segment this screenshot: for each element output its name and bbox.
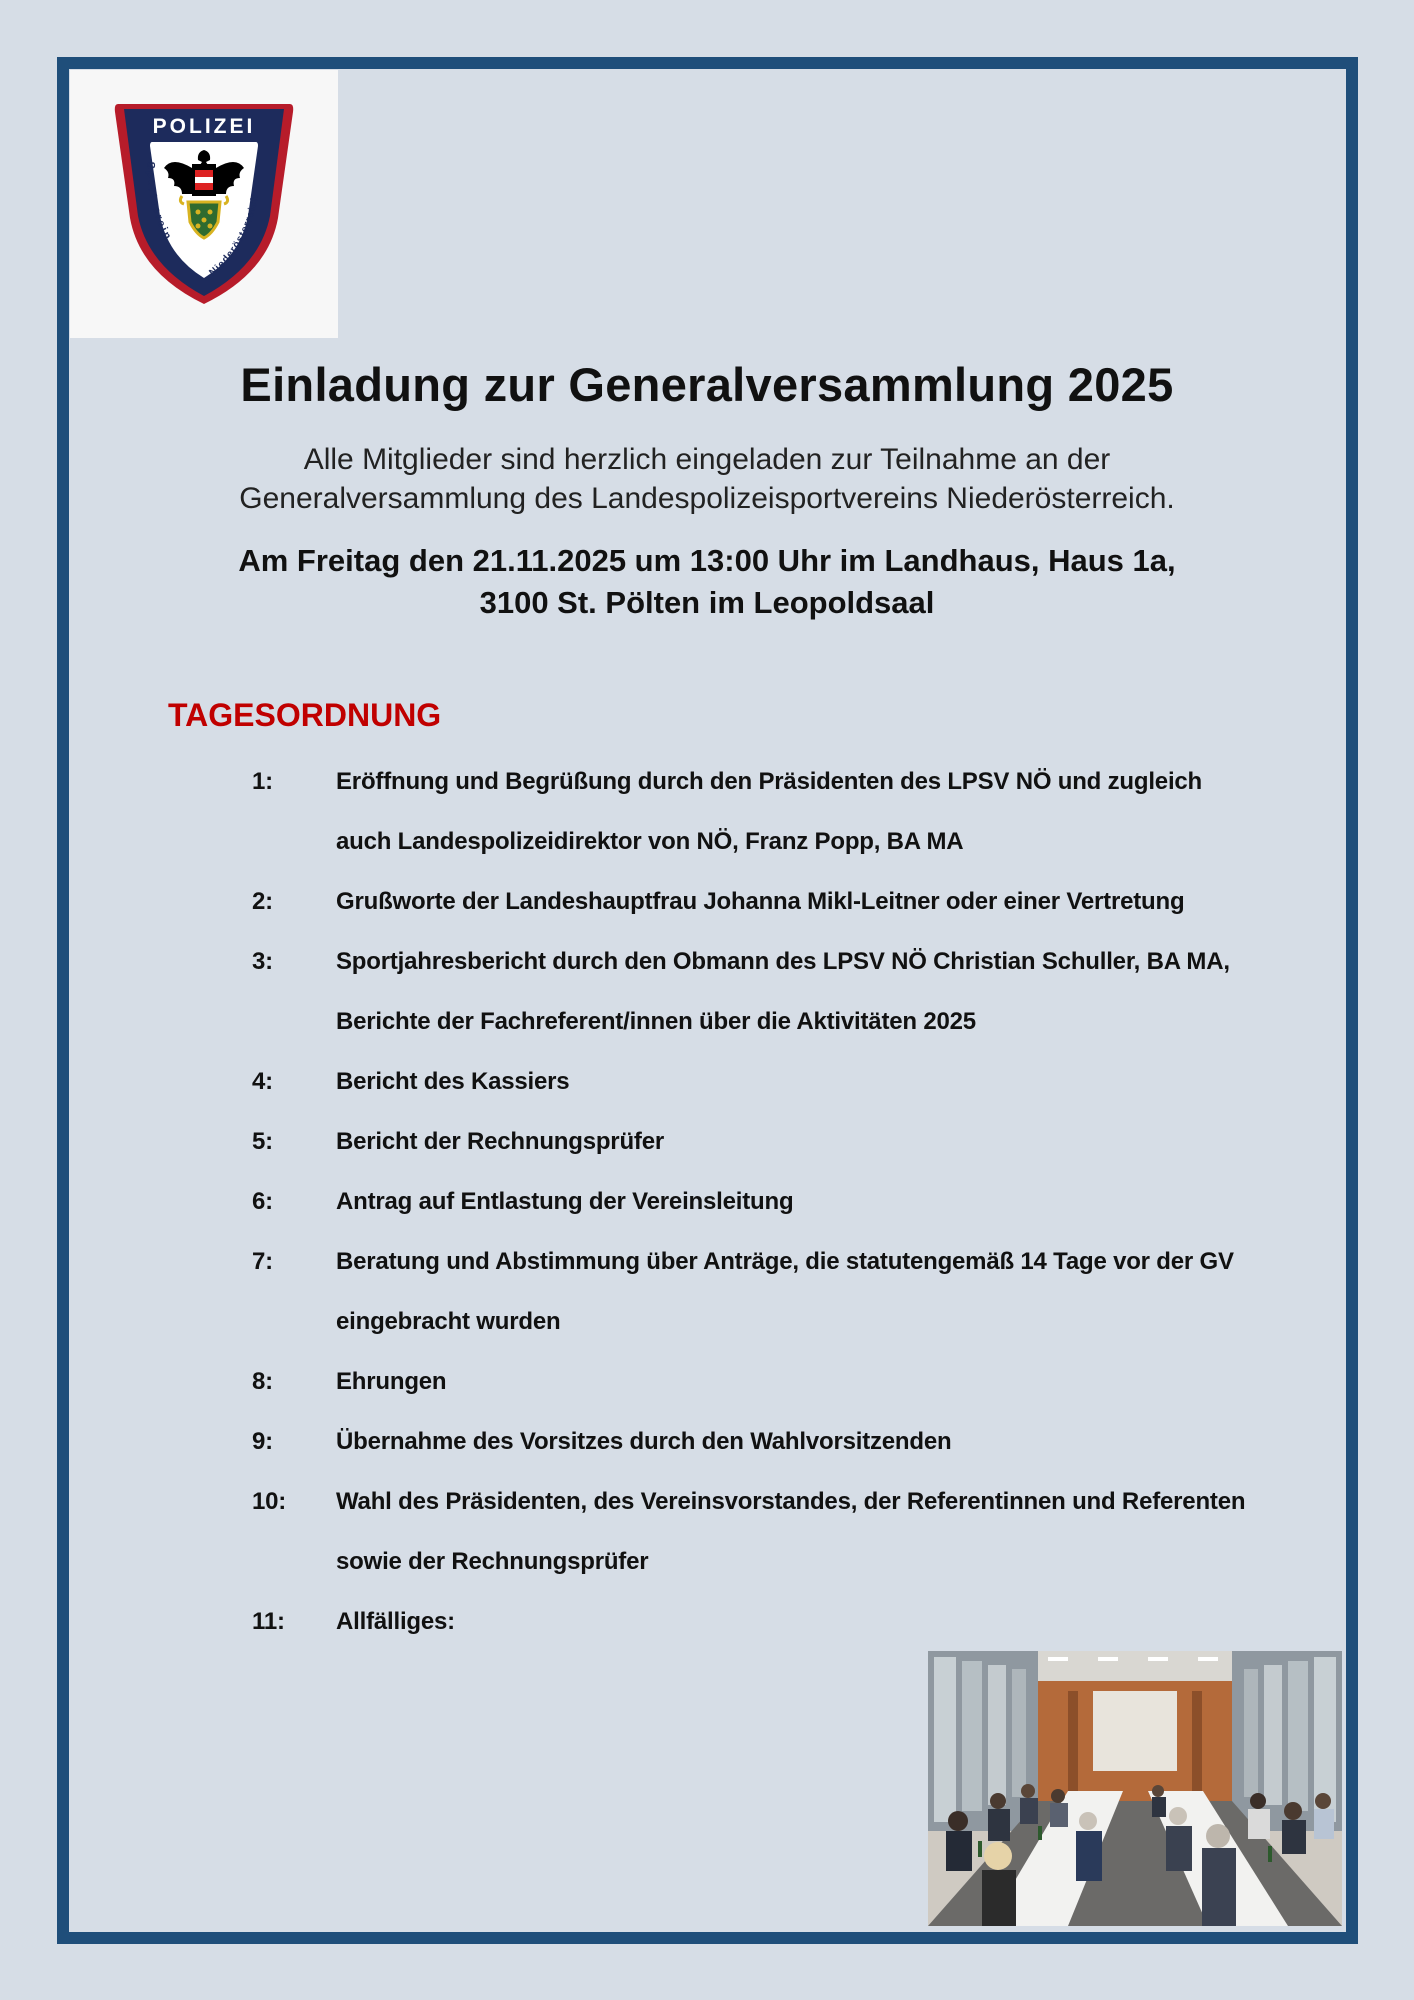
date-location	[150, 540, 1264, 624]
agenda-item-number: 4:	[252, 1068, 273, 1095]
page-title: Einladung zur Generalversammlung 2025	[240, 358, 1174, 411]
agenda-item-number: 3:	[252, 948, 273, 975]
intro-line-2: Generalversammlung des Landespolizeisportvereins Niederösterreich.	[239, 482, 1175, 515]
police-sportverein-logo	[70, 70, 338, 338]
agenda-item	[252, 752, 1252, 872]
agenda-item-text: Beratung und Abstimmung über Anträge, die statutengemäß 14 Tage vor der GV eingebracht wurden	[336, 1248, 1234, 1335]
date-location-line-2: 3100 St. Pölten im Leopoldsaal	[479, 585, 935, 620]
agenda-item-text: Ehrungen	[336, 1368, 447, 1395]
agenda-item-text: Bericht des Kassiers	[336, 1068, 570, 1095]
agenda-item-number: 2:	[252, 888, 273, 915]
agenda-item	[252, 1172, 1252, 1232]
svg-text:POLIZEI: POLIZEI	[152, 115, 256, 138]
agenda-item-number: 8:	[252, 1368, 273, 1395]
agenda-item	[252, 1232, 1252, 1352]
agenda-item	[252, 1472, 1252, 1592]
shield-emblem-icon	[108, 98, 300, 308]
agenda-item-text: Wahl des Präsidenten, des Vereinsvorstandes, der Referentinnen und Referenten sowie der Rechnungsprüfer	[336, 1488, 1246, 1575]
agenda-item	[252, 1052, 1252, 1112]
agenda-item-number: 6:	[252, 1188, 273, 1215]
agenda-item-number: 5:	[252, 1128, 273, 1155]
agenda-item-number: 1:	[252, 768, 273, 795]
agenda-item-text: Grußworte der Landeshauptfrau Johanna Mikl-Leitner oder einer Vertretung	[336, 888, 1185, 915]
agenda-item-text: Sportjahresbericht durch den Obmann des LPSV NÖ Christian Schuller, BA MA, Berichte der Fachreferent/innen über die Aktivitäten 2025	[336, 948, 1230, 1035]
date-location-line-1: Am Freitag den 21.11.2025 um 13:00 Uhr im Landhaus, Haus 1a,	[238, 543, 1176, 578]
intro-text	[150, 440, 1264, 518]
svg-text:Sportverein: Sportverein	[144, 161, 175, 244]
intro-line-1: Alle Mitglieder sind herzlich eingeladen zur Teilnahme an der	[303, 443, 1111, 476]
agenda-item	[252, 1412, 1252, 1472]
agenda-item-text: Bericht der Rechnungsprüfer	[336, 1128, 664, 1155]
agenda-item-number: 11:	[252, 1608, 285, 1635]
agenda-item	[252, 1112, 1252, 1172]
agenda-item	[252, 932, 1252, 1052]
meeting-hall-photo	[928, 1651, 1342, 1926]
agenda-item	[252, 1592, 1252, 1652]
agenda-item-number: 9:	[252, 1428, 273, 1455]
svg-text:Niederösterreich: Niederösterreich	[207, 193, 262, 279]
agenda-heading: TAGESORDNUNG	[168, 697, 442, 733]
agenda-item-number: 10:	[252, 1488, 287, 1515]
agenda-item-text: Eröffnung und Begrüßung durch den Präsidenten des LPSV NÖ und zugleich auch Landespolizeidirektor von NÖ, Franz Popp, BA MA	[336, 768, 1203, 855]
agenda-item	[252, 1352, 1252, 1412]
agenda-item-text: Antrag auf Entlastung der Vereinsleitung	[336, 1188, 794, 1215]
agenda-item-text: Übernahme des Vorsitzes durch den Wahlvorsitzenden	[336, 1428, 952, 1455]
agenda-list	[252, 752, 1252, 1652]
agenda-item-text: Allfälliges:	[336, 1608, 455, 1635]
agenda-item	[252, 872, 1252, 932]
agenda-item-number: 7:	[252, 1248, 273, 1275]
